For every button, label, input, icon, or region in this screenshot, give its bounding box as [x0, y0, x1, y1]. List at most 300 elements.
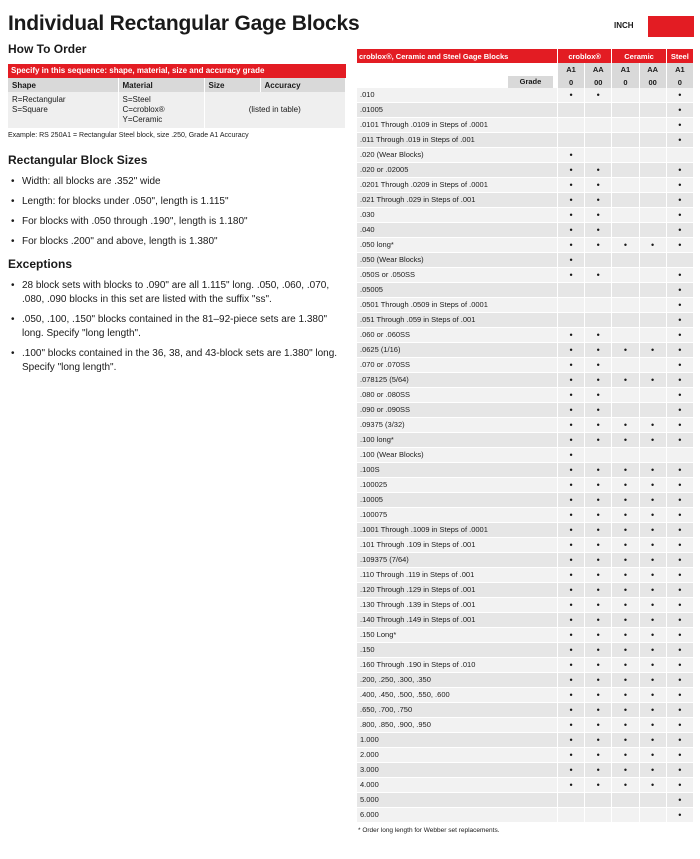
table-row	[357, 493, 694, 508]
availability-mark: •	[639, 628, 666, 643]
availability-mark: •	[666, 673, 693, 688]
availability-mark: •	[557, 493, 584, 508]
availability-mark: •	[557, 778, 584, 793]
availability-mark: •	[585, 238, 612, 253]
availability-mark: •	[557, 583, 584, 598]
availability-mark: •	[666, 748, 693, 763]
list-item: • Length: for blocks under .050", length is 1.115"	[8, 195, 346, 209]
availability-mark: •	[557, 358, 584, 373]
list-item: • Width: all blocks are .352" wide	[8, 175, 346, 189]
availability-mark: •	[666, 343, 693, 358]
block-size-cell: .150 Long*	[357, 628, 557, 643]
availability-mark	[612, 793, 639, 808]
availability-mark	[639, 223, 666, 238]
block-size-cell: .020 or .02005	[357, 163, 557, 178]
table-row	[357, 598, 694, 613]
availability-mark: •	[666, 358, 693, 373]
table-row	[357, 448, 694, 463]
availability-mark: •	[639, 418, 666, 433]
availability-mark	[585, 133, 612, 148]
block-size-cell: .120 Through .129 in Steps of .001	[357, 583, 557, 598]
availability-mark: •	[639, 508, 666, 523]
availability-mark: •	[666, 133, 693, 148]
availability-mark	[639, 148, 666, 163]
availability-mark: •	[666, 208, 693, 223]
availability-mark	[557, 808, 584, 823]
availability-mark: •	[666, 493, 693, 508]
block-size-cell: 1.000	[357, 733, 557, 748]
availability-mark: •	[585, 703, 612, 718]
availability-mark	[639, 253, 666, 268]
availability-mark	[612, 103, 639, 118]
availability-mark: •	[612, 463, 639, 478]
availability-mark	[666, 448, 693, 463]
table-row	[357, 553, 694, 568]
availability-mark	[639, 193, 666, 208]
availability-mark: •	[585, 718, 612, 733]
availability-mark: •	[585, 508, 612, 523]
availability-mark: •	[557, 193, 584, 208]
availability-mark: •	[639, 493, 666, 508]
grade-label-cell	[357, 76, 557, 88]
availability-mark: •	[557, 658, 584, 673]
availability-mark	[639, 283, 666, 298]
table-row	[357, 148, 694, 163]
availability-mark	[639, 298, 666, 313]
material-code: S=Steel	[122, 95, 151, 104]
availability-mark: •	[639, 718, 666, 733]
availability-mark: •	[585, 628, 612, 643]
block-size-cell: .040	[357, 223, 557, 238]
availability-mark	[612, 133, 639, 148]
availability-mark: •	[666, 583, 693, 598]
table-row	[357, 268, 694, 283]
availability-mark	[557, 298, 584, 313]
group-header-croblox: croblox®	[557, 49, 611, 63]
block-size-cell: .030	[357, 208, 557, 223]
block-size-cell: .140 Through .149 in Steps of .001	[357, 613, 557, 628]
availability-mark: •	[666, 298, 693, 313]
availability-mark	[557, 103, 584, 118]
block-size-cell: .011 Through .019 in Steps of .001	[357, 133, 557, 148]
availability-mark: •	[612, 343, 639, 358]
availability-mark: •	[557, 433, 584, 448]
availability-mark	[639, 388, 666, 403]
availability-mark	[585, 298, 612, 313]
availability-mark: •	[666, 88, 693, 103]
availability-mark: •	[557, 718, 584, 733]
gage-block-table-panel	[357, 49, 694, 834]
availability-mark	[612, 193, 639, 208]
availability-mark: •	[612, 568, 639, 583]
availability-mark: •	[557, 223, 584, 238]
availability-mark: •	[666, 403, 693, 418]
availability-mark: •	[612, 238, 639, 253]
block-size-cell: .010	[357, 88, 557, 103]
availability-mark	[585, 253, 612, 268]
table-row	[357, 748, 694, 763]
availability-mark: •	[557, 88, 584, 103]
availability-mark: •	[557, 163, 584, 178]
availability-mark: •	[612, 373, 639, 388]
availability-mark: •	[639, 613, 666, 628]
availability-mark	[557, 313, 584, 328]
order-table	[8, 78, 346, 128]
availability-mark: •	[557, 478, 584, 493]
availability-mark: •	[557, 643, 584, 658]
material-code: C=croblox®	[122, 105, 165, 114]
availability-mark	[666, 253, 693, 268]
table-row	[357, 328, 694, 343]
availability-mark: •	[585, 553, 612, 568]
availability-mark: •	[666, 463, 693, 478]
block-size-cell: .060 or .060SS	[357, 328, 557, 343]
availability-mark	[585, 283, 612, 298]
availability-mark	[585, 448, 612, 463]
block-size-cell: .0101 Through .0109 in Steps of .0001	[357, 118, 557, 133]
availability-mark	[585, 793, 612, 808]
availability-mark: •	[585, 388, 612, 403]
availability-mark	[639, 268, 666, 283]
block-size-cell: .101 Through .109 in Steps of .001	[357, 538, 557, 553]
availability-mark: •	[585, 733, 612, 748]
list-item: • .050, .100, .150" blocks contained in the 81–92-piece sets are 1.380" long. Specify "long length".	[8, 313, 346, 341]
availability-mark: •	[585, 748, 612, 763]
availability-mark	[557, 133, 584, 148]
availability-mark	[585, 118, 612, 133]
table-row	[357, 223, 694, 238]
table-row	[357, 718, 694, 733]
availability-mark: •	[639, 763, 666, 778]
availability-mark: •	[666, 433, 693, 448]
availability-mark: •	[557, 523, 584, 538]
table-row	[357, 403, 694, 418]
availability-mark: •	[639, 343, 666, 358]
availability-mark	[639, 178, 666, 193]
availability-mark	[612, 208, 639, 223]
availability-mark: •	[666, 538, 693, 553]
availability-mark: •	[585, 538, 612, 553]
table-row	[357, 118, 694, 133]
availability-mark: •	[666, 808, 693, 823]
table-row	[357, 613, 694, 628]
availability-mark: •	[666, 388, 693, 403]
block-size-cell: .050 long*	[357, 238, 557, 253]
table-row	[357, 508, 694, 523]
table-row	[357, 358, 694, 373]
block-size-cell: .05005	[357, 283, 557, 298]
availability-mark: •	[612, 523, 639, 538]
availability-mark: •	[585, 373, 612, 388]
availability-mark: •	[585, 523, 612, 538]
availability-mark: •	[666, 373, 693, 388]
availability-mark: •	[557, 238, 584, 253]
availability-mark	[639, 328, 666, 343]
availability-mark	[612, 283, 639, 298]
availability-mark	[612, 403, 639, 418]
block-size-cell: .050S or .050SS	[357, 268, 557, 283]
table-row	[357, 373, 694, 388]
table-row	[357, 208, 694, 223]
availability-mark: •	[585, 583, 612, 598]
availability-mark: •	[612, 613, 639, 628]
availability-mark: •	[666, 793, 693, 808]
availability-mark	[612, 253, 639, 268]
availability-mark: •	[557, 463, 584, 478]
availability-mark: •	[557, 253, 584, 268]
availability-mark: •	[666, 688, 693, 703]
block-size-cell: .051 Through .059 in Steps of .001	[357, 313, 557, 328]
table-row	[357, 343, 694, 358]
availability-mark	[612, 388, 639, 403]
table-row	[357, 313, 694, 328]
table-row	[357, 88, 694, 103]
availability-mark: •	[585, 613, 612, 628]
availability-mark: •	[666, 103, 693, 118]
order-col-shape: Shape	[8, 78, 118, 92]
availability-mark: •	[557, 628, 584, 643]
table-row	[357, 688, 694, 703]
availability-mark: •	[666, 718, 693, 733]
availability-mark	[612, 328, 639, 343]
availability-mark: •	[639, 523, 666, 538]
table-row	[357, 523, 694, 538]
table-row	[357, 133, 694, 148]
block-size-cell: .650, .700, .750	[357, 703, 557, 718]
gage-block-table	[357, 49, 694, 823]
order-col-accuracy: Accuracy	[260, 78, 346, 92]
availability-mark: •	[612, 583, 639, 598]
availability-mark: •	[585, 688, 612, 703]
block-size-cell: 2.000	[357, 748, 557, 763]
availability-mark: •	[639, 238, 666, 253]
availability-mark	[585, 808, 612, 823]
availability-mark: •	[666, 283, 693, 298]
block-sizes-heading: Rectangular Block Sizes	[8, 153, 148, 167]
availability-mark: •	[639, 748, 666, 763]
availability-mark: •	[557, 448, 584, 463]
grade-top: AA	[639, 63, 666, 76]
availability-mark: •	[666, 313, 693, 328]
unit-label: INCH	[614, 21, 634, 30]
table-row	[357, 178, 694, 193]
left-column	[8, 42, 346, 381]
availability-mark: •	[666, 328, 693, 343]
availability-mark: •	[612, 493, 639, 508]
availability-mark: •	[557, 733, 584, 748]
availability-mark: •	[666, 598, 693, 613]
availability-mark: •	[639, 583, 666, 598]
table-row	[357, 388, 694, 403]
availability-mark: •	[639, 463, 666, 478]
table-row	[357, 568, 694, 583]
list-item: • For blocks .200" and above, length is 1.380"	[8, 235, 346, 249]
order-example: Example: RS 250A1 = Rectangular Steel block, size .250, Grade A1 Accuracy	[8, 132, 249, 139]
block-size-cell: .100 long*	[357, 433, 557, 448]
availability-mark: •	[585, 673, 612, 688]
table-row	[357, 643, 694, 658]
grade-top: AA	[585, 63, 612, 76]
availability-mark: •	[557, 553, 584, 568]
block-size-cell: .0501 Through .0509 in Steps of .0001	[357, 298, 557, 313]
availability-mark	[666, 148, 693, 163]
availability-mark: •	[557, 328, 584, 343]
block-size-cell: .01005	[357, 103, 557, 118]
availability-mark: •	[639, 478, 666, 493]
availability-mark: •	[585, 178, 612, 193]
availability-mark: •	[639, 688, 666, 703]
availability-mark: •	[585, 193, 612, 208]
availability-mark	[612, 148, 639, 163]
block-size-cell: .100025	[357, 478, 557, 493]
availability-mark: •	[557, 178, 584, 193]
availability-mark: •	[639, 433, 666, 448]
group-header-steel: Steel	[666, 49, 693, 63]
availability-mark	[612, 163, 639, 178]
block-size-cell: .080 or .080SS	[357, 388, 557, 403]
availability-mark: •	[639, 673, 666, 688]
list-item: • 28 block sets with blocks to .090" are all 1.115" long. .050, .060, .070, .080, .090 blocks in this set are listed with the suffix "ss".	[8, 279, 346, 307]
availability-mark	[585, 103, 612, 118]
availability-mark: •	[639, 373, 666, 388]
availability-mark: •	[585, 778, 612, 793]
how-to-order-heading: How To Order	[8, 42, 87, 56]
availability-mark: •	[557, 703, 584, 718]
block-size-cell: .0201 Through .0209 in Steps of .0001	[357, 178, 557, 193]
table-row	[357, 238, 694, 253]
table-row	[357, 658, 694, 673]
availability-mark: •	[666, 613, 693, 628]
table-row	[357, 793, 694, 808]
availability-mark: •	[666, 508, 693, 523]
availability-mark: •	[639, 778, 666, 793]
availability-mark: •	[612, 673, 639, 688]
availability-mark: •	[612, 598, 639, 613]
availability-mark: •	[666, 418, 693, 433]
availability-mark: •	[666, 778, 693, 793]
block-size-cell: .070 or .070SS	[357, 358, 557, 373]
availability-mark: •	[557, 418, 584, 433]
table-row	[357, 628, 694, 643]
availability-mark: •	[557, 268, 584, 283]
availability-mark: •	[639, 553, 666, 568]
availability-mark: •	[666, 763, 693, 778]
grade-top: A1	[557, 63, 584, 76]
availability-mark: •	[585, 568, 612, 583]
availability-mark: •	[666, 163, 693, 178]
size-accuracy-note: (listed in table)	[204, 92, 346, 128]
availability-mark	[639, 313, 666, 328]
availability-mark: •	[612, 748, 639, 763]
gage-table-body	[357, 88, 694, 823]
availability-mark	[612, 313, 639, 328]
availability-mark: •	[612, 478, 639, 493]
availability-mark	[585, 148, 612, 163]
availability-mark: •	[612, 688, 639, 703]
availability-mark	[639, 208, 666, 223]
availability-mark: •	[666, 628, 693, 643]
table-row	[357, 103, 694, 118]
block-size-cell: .200, .250, .300, .350	[357, 673, 557, 688]
block-size-cell: 3.000	[357, 763, 557, 778]
availability-mark: •	[666, 193, 693, 208]
order-col-material: Material	[118, 78, 204, 92]
table-footnote: * Order long length for Webber set replacements.	[358, 827, 500, 834]
availability-mark: •	[612, 763, 639, 778]
block-size-cell: 5.000	[357, 793, 557, 808]
table-row	[357, 418, 694, 433]
grade-bottom: 0	[557, 76, 584, 88]
table-row	[357, 673, 694, 688]
availability-mark: •	[585, 163, 612, 178]
availability-mark	[612, 88, 639, 103]
availability-mark: •	[639, 643, 666, 658]
availability-mark: •	[666, 268, 693, 283]
material-codes	[118, 92, 204, 128]
availability-mark: •	[585, 463, 612, 478]
block-size-cell: .10005	[357, 493, 557, 508]
list-item: • For blocks with .050 through .190", length is 1.180"	[8, 215, 346, 229]
availability-mark: •	[585, 598, 612, 613]
block-size-cell: .021 Through .029 in Steps of .001	[357, 193, 557, 208]
availability-mark	[612, 808, 639, 823]
availability-mark: •	[557, 673, 584, 688]
availability-mark	[639, 133, 666, 148]
order-col-size: Size	[204, 78, 260, 92]
availability-mark: •	[612, 733, 639, 748]
availability-mark: •	[585, 208, 612, 223]
grade-bottom: 00	[639, 76, 666, 88]
availability-mark	[639, 448, 666, 463]
table-row	[357, 478, 694, 493]
availability-mark: •	[557, 598, 584, 613]
availability-mark: •	[585, 433, 612, 448]
availability-mark	[639, 403, 666, 418]
block-size-cell: .150	[357, 643, 557, 658]
availability-mark	[585, 313, 612, 328]
block-size-cell: 6.000	[357, 808, 557, 823]
availability-mark: •	[612, 778, 639, 793]
block-size-cell: .109375 (7/64)	[357, 553, 557, 568]
availability-mark: •	[612, 508, 639, 523]
availability-mark	[612, 118, 639, 133]
availability-mark: •	[557, 388, 584, 403]
availability-mark: •	[666, 238, 693, 253]
table-row	[357, 283, 694, 298]
availability-mark: •	[585, 643, 612, 658]
availability-mark: •	[666, 478, 693, 493]
availability-mark: •	[557, 208, 584, 223]
material-code: Y=Ceramic	[122, 115, 163, 124]
availability-mark	[639, 163, 666, 178]
shape-code: R=Rectangular	[12, 95, 66, 104]
block-size-cell: .100 (Wear Blocks)	[357, 448, 557, 463]
availability-mark	[557, 793, 584, 808]
table-row	[357, 163, 694, 178]
table-row	[357, 298, 694, 313]
availability-mark	[639, 793, 666, 808]
table-row	[357, 253, 694, 268]
availability-mark: •	[639, 733, 666, 748]
grade-bottom: 00	[585, 76, 612, 88]
availability-mark: •	[585, 403, 612, 418]
availability-mark: •	[666, 553, 693, 568]
header-spacer	[357, 63, 557, 76]
table-row	[357, 733, 694, 748]
availability-mark: •	[557, 688, 584, 703]
block-size-cell: .110 Through .119 in Steps of .001	[357, 568, 557, 583]
availability-mark: •	[557, 763, 584, 778]
